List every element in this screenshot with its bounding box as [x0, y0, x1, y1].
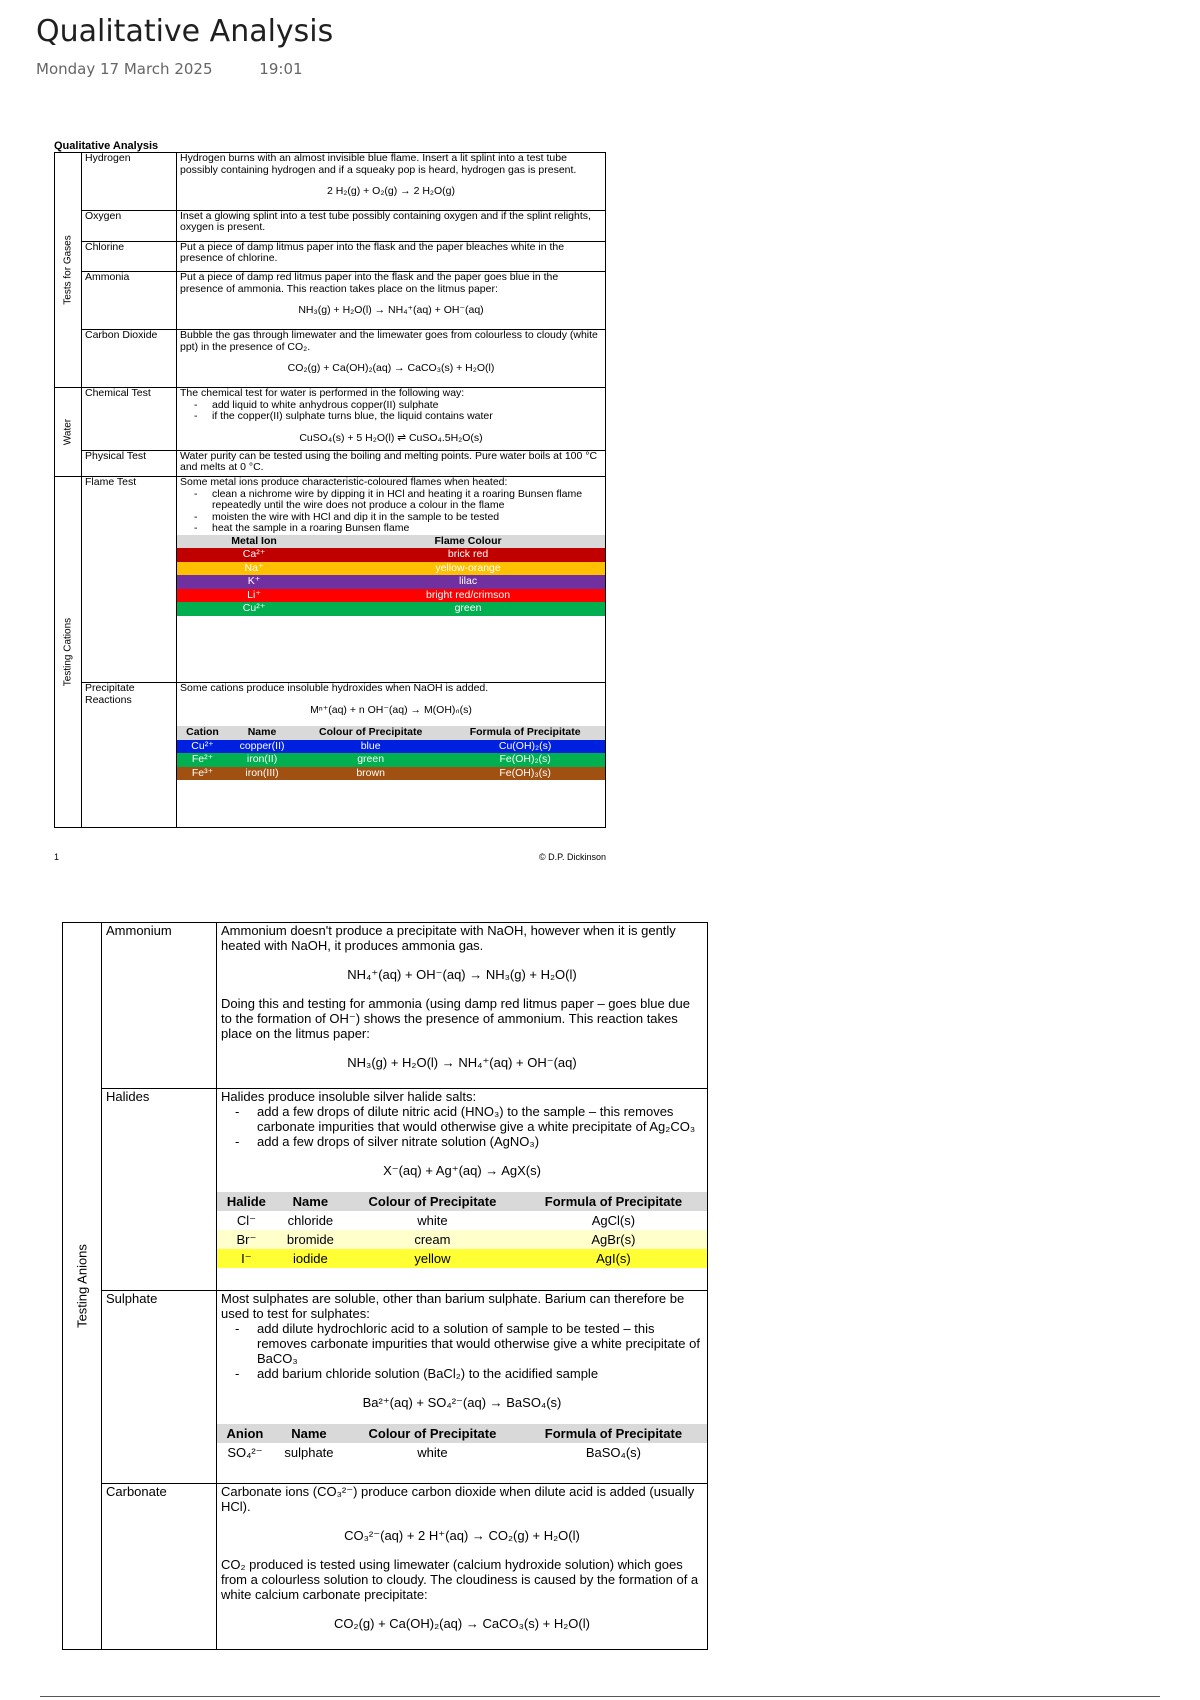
column-header: Colour of Precipitate — [296, 726, 445, 740]
halide-table — [217, 1192, 707, 1268]
table-cell: lilac — [458, 575, 478, 587]
row-name: Hydrogen — [82, 153, 177, 211]
row-name: Precipitate Reactions — [82, 683, 177, 828]
column-header: Halide — [217, 1192, 276, 1211]
table-cell: bright red/crimson — [426, 588, 511, 601]
table-cell: AgI(s) — [596, 1251, 631, 1267]
equation: NH₄⁺(aq) + OH⁻(aq) → NH₃(g) + H₂O(l) — [347, 967, 577, 982]
column-header: Formula of Precipitate — [520, 1192, 707, 1211]
row-content: Inset a glowing splint into a test tube possibly containing oxygen and if the splint relights, oxygen is present. — [177, 210, 606, 241]
equation: CO₂(g) + Ca(OH)₂(aq) → CaCO₃(s) + H₂O(l) — [334, 1615, 590, 1631]
table-cell: Fe(OH)₂(s) — [499, 753, 551, 766]
table-cell: iron(III) — [245, 766, 279, 779]
sulphate-table — [217, 1424, 707, 1462]
row-content: Put a piece of damp litmus paper into the flask and the paper bleaches white in the presence of chlorine. — [177, 241, 606, 272]
equation: X⁻(aq) + Ag⁺(aq) → AgX(s) — [383, 1163, 541, 1179]
column-header: Colour of Precipitate — [345, 1424, 520, 1443]
row-content: Most sulphates are soluble, other than barium sulphate. Barium can therefore be used to test for sulphates: - add dilute hydrochloric acid to a solution of sample to be tested – this removes carbonate impurities that would otherwise give a white precipitate of BaCO₃ - add barium chloride solution (BaCl₂) to the acidified sample Ba²⁺(aq) + SO₄²⁻(aq) → BaSO₄(s) Anion Name Colour of Precipitate Formula of Precipitate SO₄²⁻ sulphate white BaSO₄(s) — [217, 1290, 708, 1483]
row-content: Hydrogen burns with an almost invisible blue flame. Insert a lit splint into a test tube possibly containing hydrogen and if a squeaky pop is heard, hydrogen gas is present. 2 H₂(g) + O₂(g) → 2 H₂O(g) — [177, 153, 606, 211]
table-cell: Cu²⁺ — [242, 602, 266, 614]
table-row — [55, 388, 606, 451]
note-time: 19:01 — [259, 60, 303, 78]
table-cell: cream — [414, 1232, 451, 1248]
table-row — [177, 562, 605, 576]
table-cell: Br⁻ — [236, 1232, 257, 1248]
table-cell: iodide — [293, 1251, 328, 1267]
copyright: © D.P. Dickinson — [539, 852, 606, 862]
equation: Mⁿ⁺(aq) + n OH⁻(aq) → M(OH)ₙ(s) — [310, 703, 472, 716]
section-water: Water — [55, 388, 82, 477]
row-content: Bubble the gas through limewater and the limewater goes from colourless to cloudy (white ppt) in the presence of CO₂. CO₂(g) + Ca(OH)₂(aq) → CaCO₃(s) + H₂O(l) — [177, 330, 606, 388]
page-1 — [54, 140, 606, 828]
equation: CuSO₄(s) + 5 H₂O(l) ⇌ CuSO₄.5H₂O(s) — [299, 431, 483, 444]
table-cell: bromide — [286, 1232, 334, 1248]
equation: NH₃(g) + H₂O(l) → NH₄⁺(aq) + OH⁻(aq) — [347, 1055, 577, 1070]
column-header: Flame Colour — [331, 535, 605, 549]
page-title: Qualitative Analysis — [36, 14, 334, 49]
table-cell: sulphate — [284, 1444, 334, 1460]
table-row — [63, 1483, 708, 1649]
table-cell: yellow — [414, 1251, 451, 1267]
analysis-table-2 — [62, 922, 708, 1650]
section-gases: Tests for Gases — [55, 153, 82, 388]
column-header: Name — [228, 726, 296, 740]
table-row — [217, 1230, 707, 1249]
table-cell: Cu(OH)₂(s) — [498, 739, 552, 752]
row-name: Oxygen — [82, 210, 177, 241]
table-cell: Li⁺ — [247, 588, 261, 601]
table-row — [177, 753, 605, 767]
table-cell: Fe²⁺ — [191, 753, 214, 766]
row-content: Ammonium doesn't produce a precipitate with NaOH, however when it is gently heated with NaOH, it produces ammonia gas. NH₄⁺(aq) + OH⁻(aq) → NH₃(g) + H₂O(l) Doing this and testing for ammonia (using damp red litmus paper – goes blue due to the formation of OH⁻) shows the presence of ammonium. This reaction takes place on the litmus paper: NH₃(g) + H₂O(l) → NH₄⁺(aq) + OH⁻(aq) — [217, 923, 708, 1089]
document-heading: Qualitative Analysis — [54, 140, 159, 152]
equation: CO₂(g) + Ca(OH)₂(aq) → CaCO₃(s) + H₂O(l) — [287, 362, 495, 375]
table-row — [63, 1089, 708, 1291]
row-content: Some cations produce insoluble hydroxides when NaOH is added. Mⁿ⁺(aq) + n OH⁻(aq) → M(OH)ₙ(s) Cation Name Colour of Precipitate Formula of Precipitate Cu²⁺ copper(II) blue Cu(OH)₂(s) Fe²⁺ iron(II) green Fe(OH)₂(s) Fe³⁺ iron(III) brown Fe(OH)₃(s) — [177, 683, 606, 828]
row-content: Some metal ions produce characteristic-coloured flames when heated: - clean a nichrome wire by dipping it in HCl and heating it a roaring Bunsen flame repeatedly until the wire does not produce a colour in the flame - moisten the wire with HCl and dip it in the sample to be tested - heat the sample in a roaring Bunsen flame Metal Ion Flame Colour Ca²⁺ brick red Na⁺ yellow-orange K⁺ lilac Li⁺ bright red/crimson Cu²⁺ green — [177, 477, 606, 683]
row-name: Chlorine — [82, 241, 177, 272]
page-2 — [62, 922, 708, 1650]
table-cell: Fe(OH)₃(s) — [499, 766, 551, 779]
column-header: Formula of Precipitate — [445, 726, 605, 740]
row-content: Carbonate ions (CO₃²⁻) produce carbon dioxide when dilute acid is added (usually HCl). CO₃²⁻(aq) + 2 H⁺(aq) → CO₂(g) + H₂O(l) CO₂ produced is tested using limewater (calcium hydroxide solution) which goes from a colourless solution to cloudy. The cloudiness is caused by the formation of a white calcium carbonate precipitate: CO₂(g) + Ca(OH)₂(aq) → CaCO₃(s) + H₂O(l) — [217, 1483, 708, 1649]
column-header: Formula of Precipitate — [520, 1424, 707, 1443]
section-cations: Testing Cations — [55, 477, 82, 828]
table-row — [63, 923, 708, 1089]
table-row — [55, 153, 606, 211]
divider — [40, 1696, 1160, 1697]
table-cell: copper(II) — [239, 739, 285, 752]
row-content: The chemical test for water is performed in the following way: - add liquid to white anhydrous copper(II) sulphate - if the copper(II) sulphate turns blue, the liquid contains water CuSO₄(s) + 5 H₂O(l) ⇌ CuSO₄.5H₂O(s) — [177, 388, 606, 451]
table-row — [177, 589, 605, 603]
row-content: Halides produce insoluble silver halide salts: - add a few drops of dilute nitric acid (HNO₃) to the sample – this removes carbonate impurities that would otherwise give a white precipitate of Ag₂CO₃ - add a few drops of silver nitrate solution (AgNO₃) X⁻(aq) + Ag⁺(aq) → AgX(s) Halide Name Colour of Precipitate Formula of Precipitate Cl⁻ chloride white AgCl(s) Br⁻ bromide cream AgBr(s) I⁻ iodide yellow AgI(s) — [217, 1089, 708, 1291]
table-row — [55, 683, 606, 828]
table-row — [63, 1290, 708, 1483]
table-row — [177, 548, 605, 562]
column-header: Colour of Precipitate — [345, 1192, 520, 1211]
table-row — [55, 450, 606, 476]
row-name: Ammonium — [102, 923, 217, 1089]
column-header: Anion — [217, 1424, 273, 1443]
table-cell: SO₄²⁻ — [227, 1444, 263, 1460]
table-row — [55, 477, 606, 683]
table-row — [55, 272, 606, 330]
table-cell: white — [417, 1213, 448, 1229]
analysis-table-1 — [54, 152, 606, 828]
row-name: Chemical Test — [82, 388, 177, 451]
table-cell: chloride — [287, 1213, 334, 1229]
table-row — [55, 210, 606, 241]
note-meta — [36, 60, 345, 78]
row-name: Sulphate — [102, 1290, 217, 1483]
table-row — [177, 740, 605, 754]
column-header: Name — [273, 1424, 345, 1443]
row-name: Carbonate — [102, 1483, 217, 1649]
row-name: Halides — [102, 1089, 217, 1291]
section-anions: Testing Anions — [63, 923, 102, 1650]
table-cell: K⁺ — [247, 575, 261, 587]
table-cell: BaSO₄(s) — [585, 1444, 641, 1460]
table-cell: I⁻ — [241, 1251, 252, 1267]
table-cell: white — [417, 1444, 448, 1460]
table-row — [55, 241, 606, 272]
note-date: Monday 17 March 2025 — [36, 60, 213, 78]
table-cell: Na⁺ — [244, 561, 264, 574]
column-header: Cation — [177, 726, 228, 740]
equation: NH₃(g) + H₂O(l) → NH₄⁺(aq) + OH⁻(aq) — [298, 304, 484, 317]
row-content: Put a piece of damp red litmus paper into the flask and the paper goes blue in the presence of ammonia. This reaction takes place on the litmus paper: NH₃(g) + H₂O(l) → NH₄⁺(aq) + OH⁻(aq) — [177, 272, 606, 330]
table-cell: green — [357, 753, 385, 766]
equation: CO₃²⁻(aq) + 2 H⁺(aq) → CO₂(g) + H₂O(l) — [344, 1527, 580, 1543]
table-cell: iron(II) — [246, 753, 278, 766]
hydroxide-table — [177, 726, 605, 780]
row-name: Carbon Dioxide — [82, 330, 177, 388]
row-content: Water purity can be tested using the boiling and melting points. Pure water boils at 100 °C and melts at 0 °C. — [177, 450, 606, 476]
table-row — [217, 1249, 707, 1268]
table-cell: AgCl(s) — [591, 1213, 636, 1229]
table-row — [217, 1211, 707, 1230]
table-cell: yellow-orange — [435, 561, 501, 574]
table-cell: Ca²⁺ — [242, 548, 266, 560]
table-row — [177, 767, 605, 781]
column-header: Metal Ion — [177, 535, 331, 549]
row-name: Ammonia — [82, 272, 177, 330]
table-cell: brick red — [447, 548, 489, 560]
page-number: 1 — [54, 852, 60, 862]
table-cell: Cl⁻ — [236, 1213, 256, 1229]
column-header: Name — [276, 1192, 345, 1211]
row-name: Physical Test — [82, 450, 177, 476]
flame-colour-table — [177, 535, 605, 616]
table-cell: green — [454, 602, 482, 614]
table-row — [177, 602, 605, 616]
table-cell: brown — [356, 766, 385, 779]
equation: 2 H₂(g) + O₂(g) → 2 H₂O(g) — [326, 185, 456, 197]
table-row — [55, 330, 606, 388]
equation: Ba²⁺(aq) + SO₄²⁻(aq) → BaSO₄(s) — [362, 1394, 562, 1410]
table-cell: Fe³⁺ — [191, 766, 214, 779]
row-name: Flame Test — [82, 477, 177, 683]
table-cell: AgBr(s) — [591, 1232, 636, 1248]
table-cell: Cu²⁺ — [191, 739, 214, 752]
table-row — [217, 1443, 707, 1462]
table-row — [177, 575, 605, 589]
table-cell: blue — [360, 739, 381, 752]
